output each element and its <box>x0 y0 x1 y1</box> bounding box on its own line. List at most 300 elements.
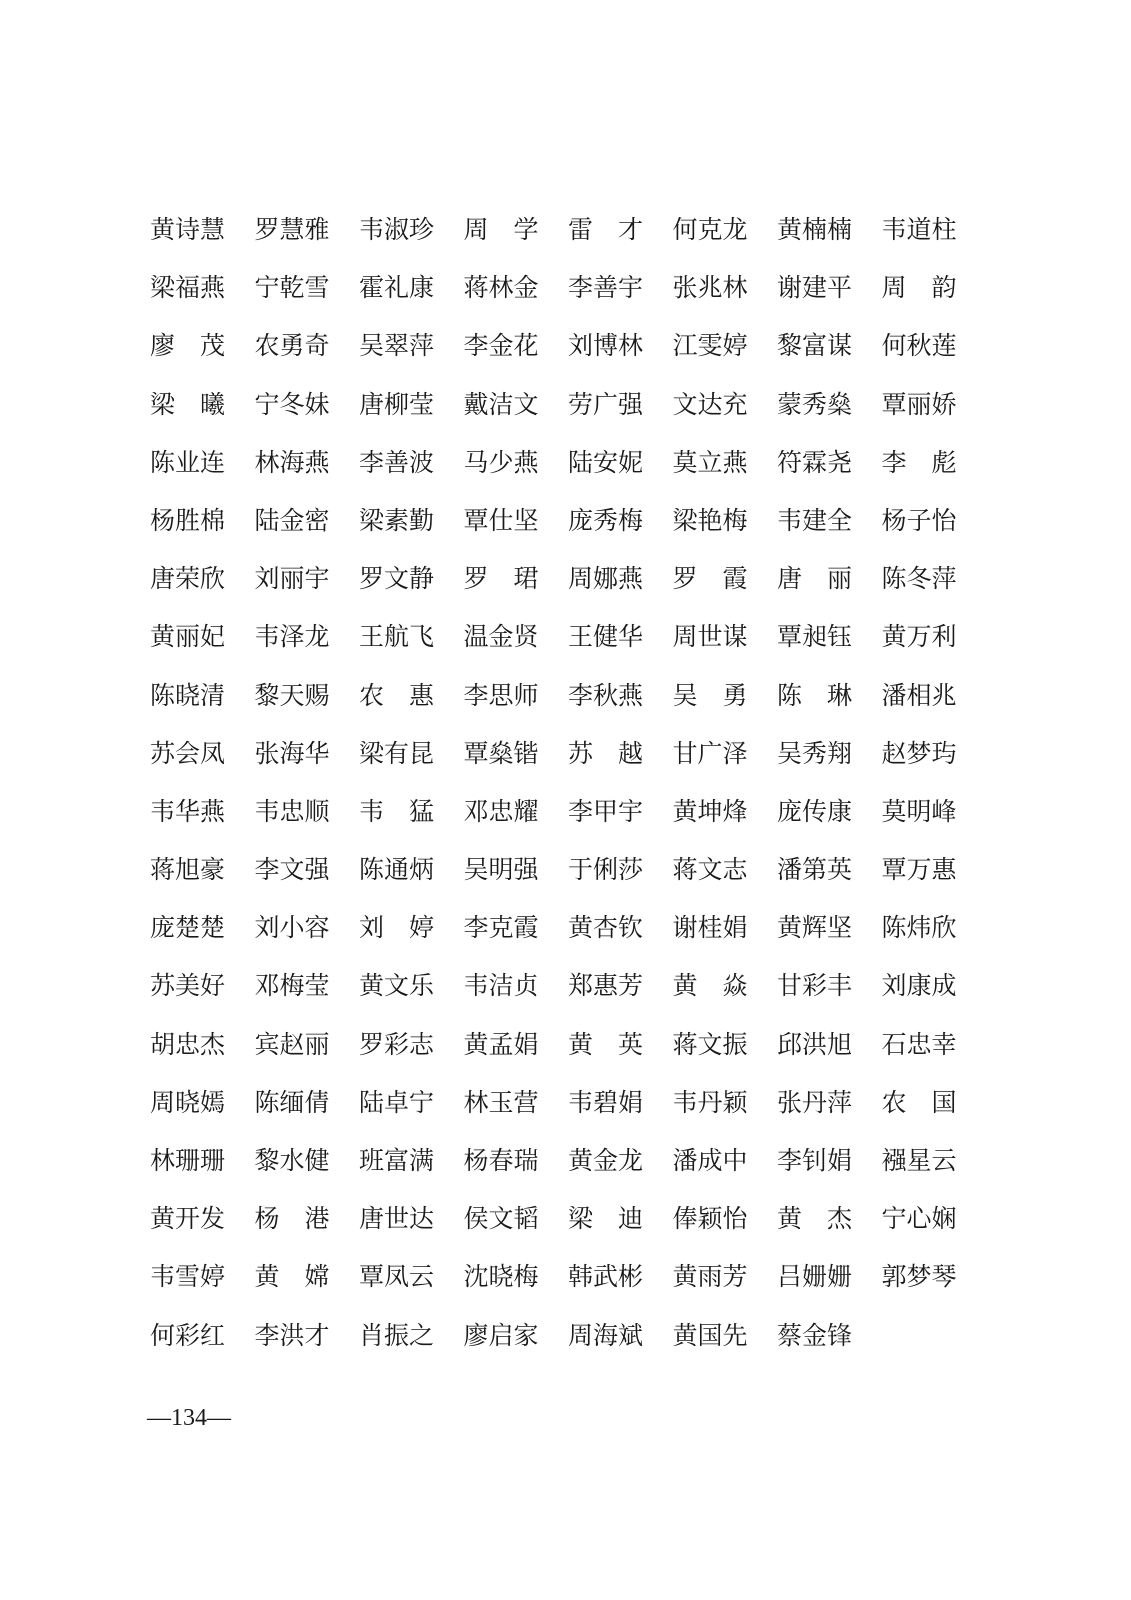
name-cell <box>882 434 987 492</box>
name-cell <box>359 783 464 841</box>
name-cell <box>255 725 360 783</box>
name-cell <box>882 317 987 375</box>
person-name: 蒋旭豪 <box>150 855 226 885</box>
name-cell <box>673 259 778 317</box>
name-cell <box>882 957 987 1015</box>
name-cell <box>359 1132 464 1190</box>
name-cell <box>882 550 987 608</box>
name-cell <box>777 550 882 608</box>
name-cell <box>359 957 464 1015</box>
name-cell <box>255 1016 360 1074</box>
person-name: 陈业连 <box>150 447 226 477</box>
person-name: 温金贤 <box>463 622 539 652</box>
person-name: 张丹萍 <box>777 1087 853 1117</box>
name-cell <box>255 550 360 608</box>
name-cell <box>150 1190 255 1248</box>
name-cell <box>464 1016 569 1074</box>
name-cell <box>673 725 778 783</box>
person-name: 周 韵 <box>881 273 957 303</box>
person-name: 周 学 <box>463 215 539 244</box>
person-name: 蒙秀燊 <box>777 389 853 419</box>
name-cell <box>882 376 987 434</box>
name-cell <box>255 608 360 666</box>
name-cell <box>255 259 360 317</box>
name-cell <box>359 550 464 608</box>
person-name: 宁乾雪 <box>254 273 330 303</box>
person-name: 刘康成 <box>881 971 957 1001</box>
name-cell <box>464 841 569 899</box>
name-cell <box>255 899 360 957</box>
name-cell <box>673 899 778 957</box>
person-name: 黄坤烽 <box>672 796 748 826</box>
name-cell <box>150 317 255 375</box>
name-cell <box>255 1190 360 1248</box>
name-cell <box>150 725 255 783</box>
name-row <box>150 1074 970 1132</box>
name-cell <box>673 317 778 375</box>
person-name: 周晓嫣 <box>150 1087 226 1117</box>
name-cell <box>255 1132 360 1190</box>
name-cell <box>882 841 987 899</box>
name-row <box>150 376 970 434</box>
person-name: 韦淑珍 <box>359 215 435 244</box>
person-name: 蒋文志 <box>672 855 748 885</box>
name-row <box>150 1248 970 1306</box>
person-name: 于俐莎 <box>568 855 644 885</box>
name-row <box>150 725 970 783</box>
name-cell <box>777 434 882 492</box>
person-name: 马少燕 <box>463 447 539 477</box>
person-name: 黄丽妃 <box>150 622 226 652</box>
person-name: 吴明强 <box>463 855 539 885</box>
name-cell <box>568 841 673 899</box>
person-name: 罗慧雅 <box>254 215 330 244</box>
name-cell <box>150 608 255 666</box>
person-name: 梁 迪 <box>568 1204 644 1234</box>
name-cell <box>673 841 778 899</box>
person-name: 邱洪旭 <box>777 1029 853 1059</box>
person-name: 黄开发 <box>150 1204 226 1234</box>
name-cell <box>673 1190 778 1248</box>
person-name: 黄辉坚 <box>777 913 853 943</box>
person-name: 覃昶钰 <box>777 622 853 652</box>
name-cell <box>464 783 569 841</box>
name-cell <box>882 608 987 666</box>
name-cell <box>359 492 464 550</box>
person-name: 陈冬萍 <box>881 564 957 594</box>
person-name: 张海华 <box>254 738 330 768</box>
name-row <box>150 608 970 666</box>
person-name: 韦 猛 <box>359 796 435 826</box>
name-cell <box>673 608 778 666</box>
person-name: 侯文韬 <box>463 1204 539 1234</box>
person-name: 唐世达 <box>359 1204 435 1234</box>
person-name: 何彩红 <box>150 1320 226 1350</box>
name-cell <box>464 259 569 317</box>
person-name: 宾赵丽 <box>254 1029 330 1059</box>
name-cell <box>882 667 987 725</box>
name-cell <box>150 1307 255 1365</box>
name-cell <box>255 434 360 492</box>
person-name: 甘彩丰 <box>777 971 853 1001</box>
person-name: 韦忠顺 <box>254 796 330 826</box>
name-cell <box>464 899 569 957</box>
person-name: 苏会凤 <box>150 738 226 768</box>
name-cell <box>777 317 882 375</box>
person-name: 韦道柱 <box>881 215 957 244</box>
person-name: 黄雨芳 <box>672 1262 748 1292</box>
name-cell <box>150 1132 255 1190</box>
person-name: 谢桂娟 <box>672 913 748 943</box>
person-name: 陈 琳 <box>777 680 853 710</box>
person-name: 廖启家 <box>463 1320 539 1350</box>
name-row <box>150 1016 970 1074</box>
name-cell <box>359 1074 464 1132</box>
person-name: 庞秀梅 <box>568 505 644 535</box>
name-cell <box>255 376 360 434</box>
person-name: 梁素勤 <box>359 505 435 535</box>
name-cell <box>568 783 673 841</box>
name-cell <box>150 434 255 492</box>
name-cell <box>150 841 255 899</box>
person-name: 刘 婷 <box>359 913 435 943</box>
name-cell <box>777 201 882 259</box>
name-cell <box>255 1074 360 1132</box>
person-name: 黎水健 <box>254 1146 330 1175</box>
person-name: 韦丹颖 <box>672 1087 748 1117</box>
person-name: 唐柳莹 <box>359 389 435 419</box>
name-cell <box>882 725 987 783</box>
person-name: 韩武彬 <box>568 1262 644 1292</box>
name-cell <box>673 1307 778 1365</box>
person-name: 符霖尧 <box>777 447 853 477</box>
name-cell <box>882 1132 987 1190</box>
name-cell <box>777 608 882 666</box>
name-cell <box>359 201 464 259</box>
name-cell <box>777 783 882 841</box>
person-name: 文达充 <box>672 389 748 419</box>
name-row <box>150 667 970 725</box>
name-cell <box>359 259 464 317</box>
name-row <box>150 841 970 899</box>
name-cell <box>255 957 360 1015</box>
person-name: 李善波 <box>359 447 435 477</box>
person-name: 谢建平 <box>777 273 853 303</box>
name-cell <box>150 201 255 259</box>
name-cell <box>359 608 464 666</box>
person-name: 农 国 <box>881 1087 957 1117</box>
name-cell <box>359 1190 464 1248</box>
name-cell <box>359 434 464 492</box>
name-cell <box>568 725 673 783</box>
name-cell <box>568 1074 673 1132</box>
name-row <box>150 317 970 375</box>
name-cell <box>882 1016 987 1074</box>
person-name: 林珊珊 <box>150 1146 226 1175</box>
name-cell <box>568 259 673 317</box>
name-cell <box>464 725 569 783</box>
person-name: 苏美好 <box>150 971 226 1001</box>
name-cell <box>150 550 255 608</box>
person-name: 陆卓宁 <box>359 1087 435 1117</box>
person-name: 黄诗慧 <box>150 215 226 244</box>
name-cell <box>150 376 255 434</box>
name-cell <box>777 259 882 317</box>
name-cell <box>255 841 360 899</box>
name-cell <box>882 1074 987 1132</box>
name-cell <box>777 1307 882 1365</box>
person-name: 覃万惠 <box>881 855 957 885</box>
person-name: 林玉营 <box>463 1087 539 1117</box>
name-cell <box>777 1248 882 1306</box>
person-name: 罗 珺 <box>463 564 539 594</box>
person-name: 覃仕坚 <box>463 505 539 535</box>
person-name: 何秋莲 <box>881 331 957 361</box>
person-name: 吴 勇 <box>672 680 748 710</box>
name-row <box>150 259 970 317</box>
name-cell <box>464 1074 569 1132</box>
person-name: 潘成中 <box>672 1146 748 1175</box>
name-cell <box>568 957 673 1015</box>
name-cell <box>359 1307 464 1365</box>
name-cell <box>255 201 360 259</box>
person-name: 黄 嫦 <box>254 1262 330 1292</box>
name-cell <box>359 1248 464 1306</box>
person-name: 黄孟娟 <box>463 1029 539 1059</box>
name-cell <box>777 1132 882 1190</box>
person-name: 陈缅倩 <box>254 1087 330 1117</box>
person-name: 梁福燕 <box>150 273 226 303</box>
name-cell <box>568 1190 673 1248</box>
name-cell <box>777 1074 882 1132</box>
person-name: 韦碧娟 <box>568 1087 644 1117</box>
name-cell <box>464 1132 569 1190</box>
name-row <box>150 550 970 608</box>
person-name: 杨胜棉 <box>150 505 226 535</box>
person-name: 郭梦琴 <box>881 1262 957 1292</box>
name-cell <box>359 376 464 434</box>
name-cell <box>568 434 673 492</box>
person-name: 农勇奇 <box>254 331 330 361</box>
person-name: 班富满 <box>359 1146 435 1175</box>
name-row <box>150 957 970 1015</box>
name-row <box>150 1307 970 1365</box>
name-cell <box>359 317 464 375</box>
person-name: 韦泽龙 <box>254 622 330 652</box>
person-name: 江雯婷 <box>672 331 748 361</box>
person-name: 郑惠芳 <box>568 971 644 1001</box>
name-cell <box>777 492 882 550</box>
person-name: 黄 英 <box>568 1029 644 1059</box>
person-name: 梁艳梅 <box>672 505 748 535</box>
person-name: 韦华燕 <box>150 796 226 826</box>
name-cell <box>464 434 569 492</box>
name-cell <box>150 1016 255 1074</box>
name-cell <box>673 201 778 259</box>
name-cell <box>777 725 882 783</box>
person-name: 莫明峰 <box>881 796 957 826</box>
person-name: 霍礼康 <box>359 273 435 303</box>
person-name: 陈晓清 <box>150 680 226 710</box>
person-name: 庞传康 <box>777 796 853 826</box>
person-name: 覃凤云 <box>359 1262 435 1292</box>
person-name: 黎天赐 <box>254 680 330 710</box>
name-cell <box>464 550 569 608</box>
person-name: 杨春瑞 <box>463 1146 539 1175</box>
person-name: 刘丽宇 <box>254 564 330 594</box>
person-name: 石忠幸 <box>881 1029 957 1059</box>
person-name: 罗文静 <box>359 564 435 594</box>
name-cell <box>673 957 778 1015</box>
person-name: 胡忠杰 <box>150 1029 226 1059</box>
person-name: 陆金密 <box>254 505 330 535</box>
person-name: 林海燕 <box>254 447 330 477</box>
name-cell <box>882 1248 987 1306</box>
person-name: 邓忠耀 <box>463 796 539 826</box>
person-name: 周娜燕 <box>568 564 644 594</box>
name-cell <box>882 899 987 957</box>
name-cell <box>464 492 569 550</box>
name-cell <box>150 1248 255 1306</box>
name-cell <box>568 317 673 375</box>
name-cell <box>673 550 778 608</box>
name-cell <box>673 376 778 434</box>
person-name: 李金花 <box>463 331 539 361</box>
person-name: 周海斌 <box>568 1320 644 1350</box>
person-name: 李钊娟 <box>777 1146 853 1175</box>
name-cell <box>673 783 778 841</box>
name-cell <box>568 492 673 550</box>
name-cell <box>150 667 255 725</box>
name-cell <box>359 1016 464 1074</box>
person-name: 罗彩志 <box>359 1029 435 1059</box>
person-name: 苏 越 <box>568 738 644 768</box>
person-name: 覃燊锴 <box>463 738 539 768</box>
name-row <box>150 201 970 259</box>
person-name: 陈炜欣 <box>881 913 957 943</box>
name-cell <box>359 899 464 957</box>
name-cell <box>359 667 464 725</box>
name-cell <box>359 725 464 783</box>
person-name: 潘相兆 <box>881 680 957 710</box>
name-cell <box>464 667 569 725</box>
name-cell <box>568 201 673 259</box>
person-name: 李洪才 <box>254 1320 330 1350</box>
name-cell <box>777 1190 882 1248</box>
name-row <box>150 434 970 492</box>
name-cell <box>464 317 569 375</box>
name-cell <box>150 259 255 317</box>
person-name: 刘博林 <box>568 331 644 361</box>
person-name: 宁心娴 <box>881 1204 957 1234</box>
name-cell <box>882 492 987 550</box>
name-cell <box>673 667 778 725</box>
person-name: 庞楚楚 <box>150 913 226 943</box>
person-name: 陆安妮 <box>568 447 644 477</box>
name-cell <box>673 1248 778 1306</box>
person-name: 肖振之 <box>359 1320 435 1350</box>
person-name: 周世谋 <box>672 622 748 652</box>
name-cell <box>777 957 882 1015</box>
person-name: 唐荣欣 <box>150 564 226 594</box>
person-name: 李甲宇 <box>568 796 644 826</box>
name-cell <box>673 434 778 492</box>
person-name: 韦洁贞 <box>463 971 539 1001</box>
person-name: 沈晓梅 <box>463 1262 539 1292</box>
name-cell <box>464 376 569 434</box>
person-name: 黄 焱 <box>672 971 748 1001</box>
name-cell <box>464 957 569 1015</box>
person-name: 俸颖怡 <box>672 1204 748 1234</box>
name-cell <box>673 492 778 550</box>
person-name: 邓梅莹 <box>254 971 330 1001</box>
person-name: 黄国先 <box>672 1320 748 1350</box>
name-cell <box>150 1074 255 1132</box>
name-cell <box>777 841 882 899</box>
name-cell <box>255 667 360 725</box>
person-name: 王健华 <box>568 622 644 652</box>
name-cell <box>255 1248 360 1306</box>
person-name: 李善宇 <box>568 273 644 303</box>
name-cell <box>255 1307 360 1365</box>
name-cell <box>882 783 987 841</box>
name-cell <box>777 1016 882 1074</box>
person-name: 黄杏钦 <box>568 913 644 943</box>
name-cell <box>673 1132 778 1190</box>
name-row <box>150 783 970 841</box>
name-cell <box>255 492 360 550</box>
name-row <box>150 899 970 957</box>
name-cell <box>150 492 255 550</box>
name-cell <box>464 1307 569 1365</box>
name-cell <box>568 550 673 608</box>
person-name: 甘广泽 <box>672 738 748 768</box>
person-name: 戴洁文 <box>463 389 539 419</box>
name-cell <box>150 957 255 1015</box>
person-name: 杨 港 <box>254 1204 330 1234</box>
person-name: 蒋文振 <box>672 1029 748 1059</box>
person-name: 黄楠楠 <box>777 215 853 244</box>
name-row <box>150 1190 970 1248</box>
name-cell <box>150 899 255 957</box>
person-name: 韦雪婷 <box>150 1262 226 1292</box>
name-cell <box>568 1016 673 1074</box>
person-name: 黄金龙 <box>568 1146 644 1175</box>
name-row <box>150 492 970 550</box>
name-cell <box>568 376 673 434</box>
name-cell <box>150 783 255 841</box>
person-name: 劳广强 <box>568 389 644 419</box>
person-name: 梁 曦 <box>150 389 226 419</box>
name-cell <box>568 1307 673 1365</box>
name-row <box>150 1132 970 1190</box>
person-name: 吴秀翔 <box>777 738 853 768</box>
name-cell <box>255 783 360 841</box>
person-name: 李文强 <box>254 855 330 885</box>
person-name: 莫立燕 <box>672 447 748 477</box>
person-name: 廖 茂 <box>150 331 226 361</box>
person-name: 韦建全 <box>777 505 853 535</box>
person-name: 吴翠萍 <box>359 331 435 361</box>
name-cell <box>777 667 882 725</box>
names-list <box>150 201 970 1365</box>
person-name: 黄 杰 <box>777 1204 853 1234</box>
person-name: 农 惠 <box>359 680 435 710</box>
name-cell <box>568 899 673 957</box>
name-cell <box>882 259 987 317</box>
person-name: 雷 才 <box>568 215 644 244</box>
person-name: 张兆林 <box>672 273 748 303</box>
